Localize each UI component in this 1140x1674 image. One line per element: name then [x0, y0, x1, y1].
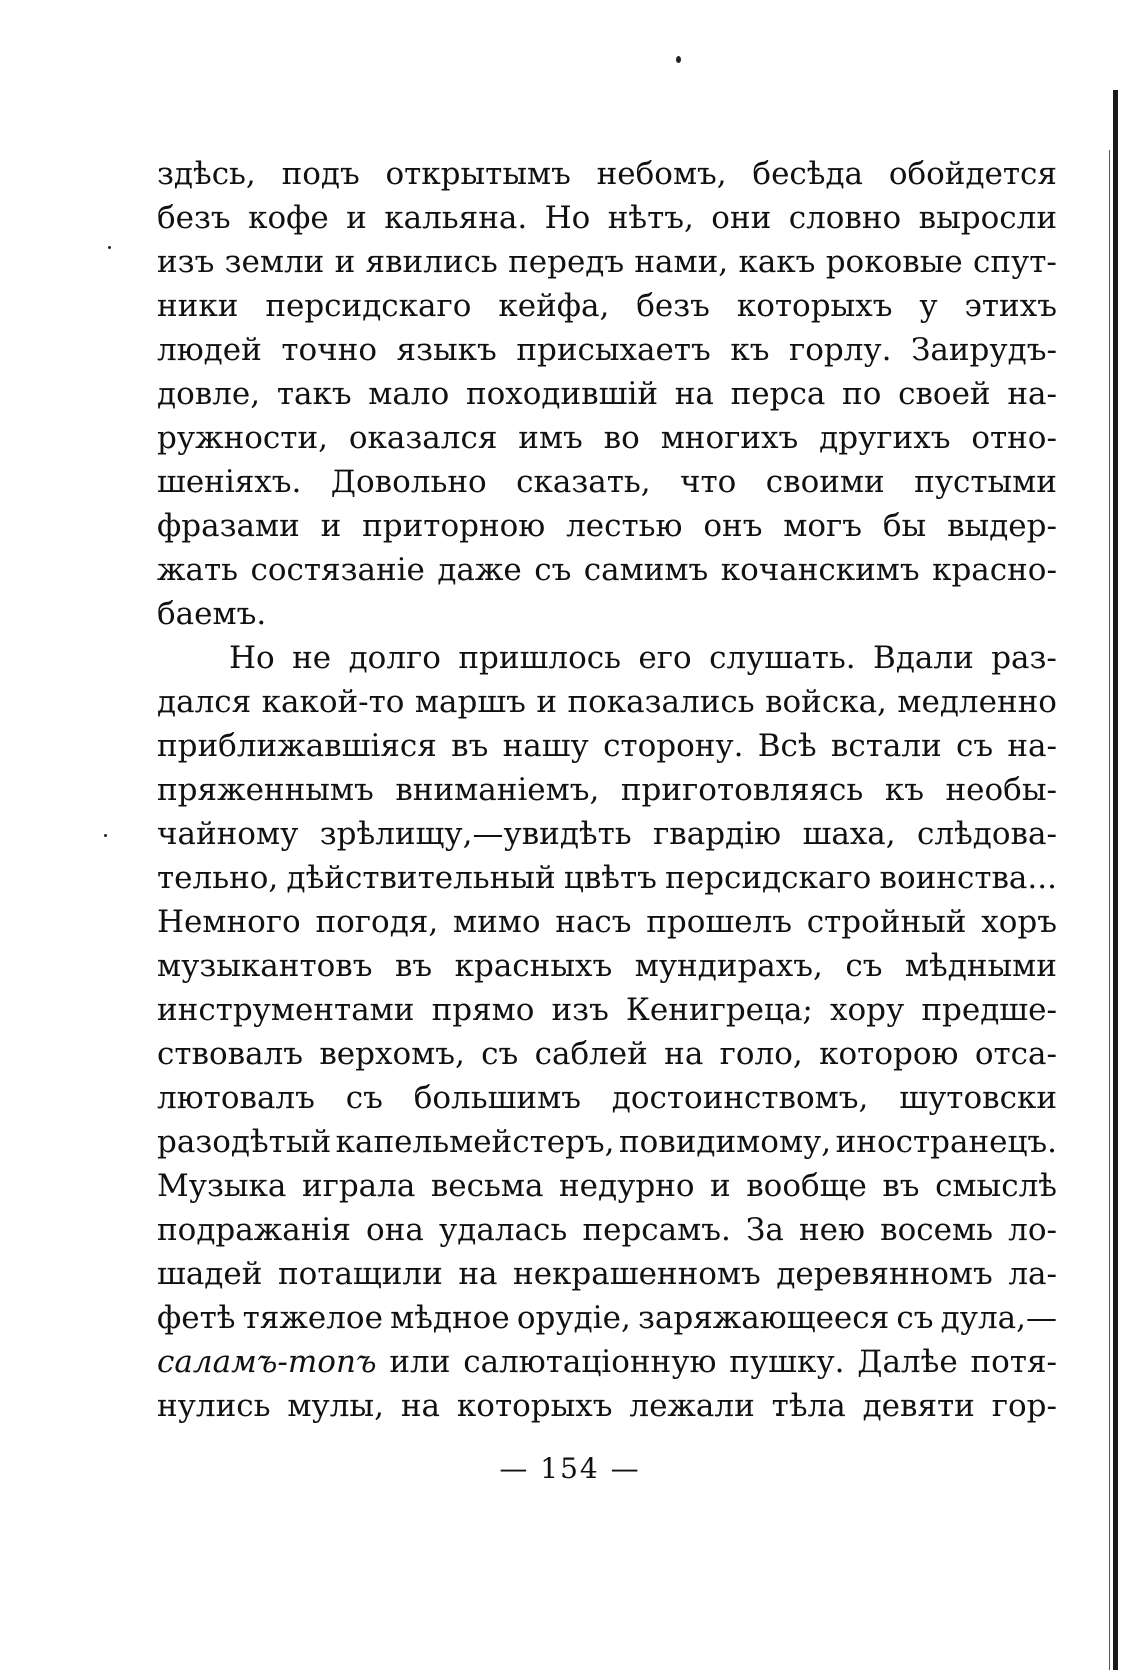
word: съ	[534, 552, 572, 588]
word: мало	[368, 376, 450, 412]
word: изъ	[551, 992, 609, 1028]
word: съ	[955, 728, 994, 764]
word: цвѣтъ	[563, 860, 657, 896]
word: салютаціонную	[463, 1344, 717, 1380]
word: земли	[224, 244, 325, 280]
word: людей	[157, 332, 262, 368]
word: присыхаетъ	[516, 332, 711, 368]
word: выдер-	[947, 508, 1057, 544]
word: его	[638, 640, 692, 676]
word: такъ	[276, 376, 352, 412]
word: повидимому,	[618, 1124, 832, 1160]
word: необы-	[945, 772, 1057, 808]
word: мѣдное	[390, 1300, 510, 1336]
word: которыхъ	[736, 288, 893, 324]
word: фразами	[157, 508, 300, 544]
word: своей	[898, 376, 991, 412]
word: небомъ,	[596, 156, 727, 192]
word: и	[320, 508, 342, 544]
word: подражанія	[157, 1212, 351, 1248]
page-edge-line	[1109, 150, 1110, 1670]
text-line	[157, 900, 1057, 944]
word: въ	[451, 728, 489, 764]
word: пустыми	[914, 464, 1057, 500]
word: Далѣе	[857, 1344, 958, 1380]
word: предше-	[921, 992, 1057, 1028]
word: шадей	[157, 1256, 263, 1292]
text-line	[157, 812, 1057, 856]
word: орудіе,	[516, 1300, 631, 1336]
word: медленно	[897, 684, 1057, 720]
word: прямо	[431, 992, 535, 1028]
word: показались	[567, 684, 755, 720]
word: стройный	[806, 904, 967, 940]
text-line	[157, 240, 1057, 284]
word: даже	[437, 552, 522, 588]
word: заряжающееся	[637, 1300, 890, 1336]
word: у	[919, 288, 938, 324]
word: зрѣлищу,—увидѣть	[319, 816, 632, 852]
word: бесѣда	[752, 156, 864, 192]
ink-speck	[676, 56, 681, 63]
text-line	[157, 724, 1057, 768]
page-number: — 154 —	[499, 1452, 641, 1485]
word: удалась	[439, 1212, 568, 1248]
word: шутовски	[899, 1080, 1057, 1116]
text-line	[157, 1120, 1057, 1164]
text-line	[157, 328, 1057, 372]
word: саламъ-топъ	[157, 1344, 377, 1380]
word: войска,	[765, 684, 887, 720]
text-line	[157, 1384, 1057, 1428]
word: мимо	[452, 904, 541, 940]
word: безъ	[636, 288, 710, 324]
word: играла	[301, 1168, 416, 1204]
word: капельмейстеръ,	[335, 1124, 615, 1160]
word: онъ	[703, 508, 763, 544]
word: фетѣ	[157, 1300, 236, 1336]
word: приближавшіяся	[157, 728, 437, 764]
word: какъ	[738, 244, 816, 280]
word: красныхъ	[454, 948, 613, 984]
word: къ	[884, 772, 924, 808]
text-line	[157, 460, 1057, 504]
word: сторону.	[603, 728, 744, 764]
word: воинства...	[879, 860, 1057, 896]
word: Довольно	[330, 464, 487, 500]
word: обойдется	[888, 156, 1057, 192]
word: могъ	[783, 508, 863, 544]
word: нею	[798, 1212, 865, 1248]
word: другихъ	[819, 420, 951, 456]
word: недурно	[559, 1168, 695, 1204]
word: оказался	[348, 420, 498, 456]
word: многихъ	[660, 420, 799, 456]
text-line	[157, 1208, 1057, 1252]
word: отно-	[971, 420, 1057, 456]
word: походившій	[465, 376, 659, 412]
text-line	[157, 680, 1057, 724]
word: передъ	[508, 244, 625, 280]
body-text	[157, 152, 1057, 1428]
word: нулись	[157, 1388, 271, 1424]
word: чайному	[157, 816, 299, 852]
word: иностранецъ.	[835, 1124, 1057, 1160]
word: верхомъ,	[319, 1036, 465, 1072]
word: съ	[845, 948, 883, 984]
text-line	[157, 1076, 1057, 1120]
word: раз-	[991, 640, 1057, 676]
word: приготовляясь	[620, 772, 864, 808]
word: За	[746, 1212, 784, 1248]
word: ло-	[1008, 1212, 1057, 1248]
ink-speck	[104, 834, 107, 837]
word: насъ	[555, 904, 632, 940]
word: ла-	[1008, 1256, 1057, 1292]
word: въ	[882, 1168, 920, 1204]
word: здѣсь,	[157, 156, 256, 192]
text-line	[157, 548, 1057, 592]
word: съ	[345, 1080, 383, 1116]
word: кочанскимъ	[720, 552, 920, 588]
word: на	[664, 1036, 704, 1072]
word: нѣтъ,	[607, 200, 694, 236]
word: Заирудъ-	[911, 332, 1057, 368]
word: на	[400, 1388, 441, 1424]
word: пришлось	[458, 640, 621, 676]
word: на	[458, 1256, 498, 1292]
word: потащили	[277, 1256, 443, 1292]
word: хору	[830, 992, 905, 1028]
word: что	[680, 464, 737, 500]
word: мѣдными	[904, 948, 1057, 984]
word: выросли	[918, 200, 1057, 236]
word: маршъ	[414, 684, 526, 720]
word: Но	[229, 640, 275, 676]
word: тяжелое	[242, 1300, 383, 1336]
word: языкъ	[396, 332, 497, 368]
text-line	[157, 284, 1057, 328]
word: Всѣ	[757, 728, 817, 764]
word: подъ	[281, 156, 360, 192]
word: состязаніе	[250, 552, 425, 588]
word: встали	[830, 728, 942, 764]
text-line	[157, 196, 1057, 240]
word: достоинствомъ,	[611, 1080, 869, 1116]
word: долго	[348, 640, 441, 676]
word: мулы,	[287, 1388, 384, 1424]
word: какой-то	[261, 684, 405, 720]
word: отса-	[974, 1036, 1057, 1072]
word: горлу.	[788, 332, 892, 368]
word: сказать,	[516, 464, 651, 500]
word: бы	[882, 508, 927, 544]
word: точно	[281, 332, 377, 368]
word: кальяна.	[384, 200, 528, 236]
word: саблей	[534, 1036, 648, 1072]
word: тельно,	[157, 860, 279, 896]
word: ружности,	[157, 420, 328, 456]
word: персамъ.	[582, 1212, 731, 1248]
word: которыхъ	[456, 1388, 613, 1424]
word: голо,	[719, 1036, 803, 1072]
word: персидскаго	[265, 288, 472, 324]
word: весьма	[430, 1168, 544, 1204]
word: этихъ	[964, 288, 1057, 324]
text-line	[157, 636, 1057, 680]
ink-speck	[108, 246, 111, 249]
word: персидскаго	[665, 860, 872, 896]
word: жать	[157, 552, 239, 588]
word: шеніяхъ.	[157, 464, 302, 500]
text-line	[157, 504, 1057, 548]
word: баемъ.	[157, 596, 267, 632]
word: нами,	[634, 244, 729, 280]
word: въ	[394, 948, 433, 984]
word: къ	[730, 332, 770, 368]
word: погодя,	[315, 904, 439, 940]
word: самимъ	[583, 552, 709, 588]
word: девяти	[862, 1388, 975, 1424]
word: не	[292, 640, 332, 676]
word: смыслѣ	[935, 1168, 1057, 1204]
word: она	[366, 1212, 424, 1248]
word: которою	[819, 1036, 959, 1072]
word: Музыка	[157, 1168, 287, 1204]
word: слѣдова-	[917, 816, 1057, 852]
word: и	[536, 684, 558, 720]
word: словно	[788, 200, 902, 236]
word: и	[710, 1168, 731, 1204]
word: вниманіемъ,	[395, 772, 600, 808]
word: или	[389, 1344, 451, 1380]
word: роковые	[825, 244, 963, 280]
text-line	[157, 988, 1057, 1032]
word: инструментами	[157, 992, 415, 1028]
word: явились	[365, 244, 498, 280]
text-line	[157, 856, 1057, 900]
word: пряженнымъ	[157, 772, 374, 808]
word: Кенигреца;	[625, 992, 813, 1028]
text-line	[157, 1252, 1057, 1296]
word: изъ	[157, 244, 215, 280]
word: на-	[1007, 728, 1057, 764]
word: красно-	[932, 552, 1057, 588]
word: Но	[544, 200, 591, 236]
text-line	[157, 768, 1057, 812]
text-line	[157, 944, 1057, 988]
word: спут-	[973, 244, 1057, 280]
word: во	[603, 420, 640, 456]
word: хоръ	[981, 904, 1057, 940]
page-edge-shadow	[1113, 90, 1118, 1670]
word: кофе	[248, 200, 329, 236]
word: дѣйствительный	[286, 860, 556, 896]
word: на-	[1007, 376, 1057, 412]
text-line	[157, 592, 1057, 636]
word: пушку.	[729, 1344, 845, 1380]
word: съ	[481, 1036, 519, 1072]
word: лежали	[629, 1388, 755, 1424]
word: большимъ	[413, 1080, 581, 1116]
word: лютовалъ	[157, 1080, 315, 1116]
word: гор-	[991, 1388, 1057, 1424]
word: вообще	[746, 1168, 867, 1204]
word: музыкантовъ	[157, 948, 373, 984]
word: и	[346, 200, 367, 236]
word: перса	[730, 376, 826, 412]
word: по	[842, 376, 882, 412]
word: деревянномъ	[776, 1256, 993, 1292]
word: слушать.	[709, 640, 856, 676]
word: дула,—	[940, 1300, 1057, 1336]
word: восемь	[880, 1212, 993, 1248]
word: своими	[765, 464, 885, 500]
word: дался	[157, 684, 252, 720]
word: безъ	[157, 200, 231, 236]
word: прошелъ	[646, 904, 793, 940]
word: и	[334, 244, 356, 280]
text-line	[157, 1164, 1057, 1208]
word: лестью	[566, 508, 683, 544]
text-line	[157, 416, 1057, 460]
word: Немного	[157, 904, 301, 940]
word: гвардію	[653, 816, 782, 852]
word: открытымъ	[385, 156, 571, 192]
word: ники	[157, 288, 239, 324]
text-line	[157, 1032, 1057, 1076]
word: имъ	[518, 420, 583, 456]
word: довле,	[157, 376, 261, 412]
word: мундирахъ,	[634, 948, 823, 984]
word: разодѣтый	[157, 1124, 332, 1160]
text-line	[157, 372, 1057, 416]
word: съ	[896, 1300, 934, 1336]
word: тѣла	[771, 1388, 846, 1424]
text-line	[157, 1340, 1057, 1384]
word: Вдали	[873, 640, 974, 676]
word: кейфа,	[498, 288, 610, 324]
word: шаха,	[802, 816, 896, 852]
word: нашу	[502, 728, 589, 764]
text-line	[157, 152, 1057, 196]
text-line	[157, 1296, 1057, 1340]
word: приторною	[362, 508, 546, 544]
word: на	[674, 376, 714, 412]
word: потя-	[970, 1344, 1057, 1380]
word: ствовалъ	[157, 1036, 303, 1072]
word: некрашенномъ	[513, 1256, 761, 1292]
word: они	[711, 200, 772, 236]
